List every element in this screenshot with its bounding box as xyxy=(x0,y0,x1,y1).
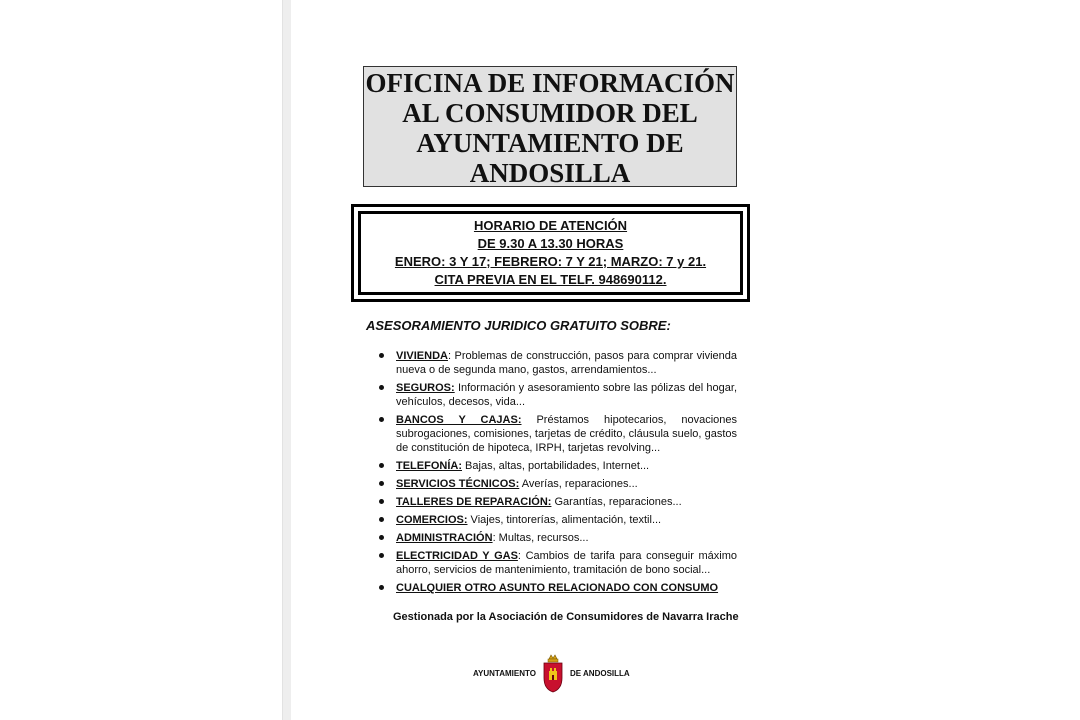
topic-term: SEGUROS: xyxy=(396,382,455,394)
topic-text: Averías, reparaciones... xyxy=(519,478,638,490)
logo-left-text: AYUNTAMIENTO xyxy=(473,668,536,678)
topic-term: TALLERES DE REPARACIÓN: xyxy=(396,496,552,508)
hours-line: HORARIO DE ATENCIÓN xyxy=(473,218,628,233)
list-item xyxy=(379,349,737,377)
title-box xyxy=(363,66,737,187)
hours-line: CITA PREVIA EN EL TELF. 948690112. xyxy=(434,272,667,287)
document-page xyxy=(291,0,1080,720)
topic-text: Información y asesoramiento sobre las pólizas del hogar, vehículos, decesos, vida... xyxy=(396,382,737,408)
logo-right-text: DE ANDOSILLA xyxy=(569,668,630,678)
topic-text: Bajas, altas, portabilidades, Internet... xyxy=(462,460,650,472)
topic-text: Garantías, reparaciones... xyxy=(551,496,682,508)
page-edge-divider xyxy=(282,0,291,720)
topic-text: : Cambios de tarifa para conseguir máximo ahorro, servicios de mantenimiento, tramitación de bono social... xyxy=(396,550,737,576)
topic-term: ADMINISTRACIÓN xyxy=(396,532,493,544)
bullet-icon xyxy=(379,417,384,422)
bullet-icon xyxy=(379,535,384,540)
bullet-icon xyxy=(379,385,384,390)
list-item xyxy=(379,549,737,577)
list-item xyxy=(379,531,737,545)
topic-term: COMERCIOS: xyxy=(396,514,468,526)
topic-term: SERVICIOS TÉCNICOS: xyxy=(396,478,520,490)
topic-term: ELECTRICIDAD Y GAS xyxy=(396,550,518,562)
bullet-icon xyxy=(379,553,384,558)
bullet-icon xyxy=(379,463,384,468)
bullet-icon xyxy=(379,499,384,504)
title-line: OFICINA DE INFORMACIÓN xyxy=(365,68,735,98)
hours-box xyxy=(351,204,750,302)
bullet-icon xyxy=(379,481,384,486)
bullet-icon xyxy=(379,353,384,358)
topic-term: CUALQUIER OTRO ASUNTO RELACIONADO CON CONSUMO xyxy=(396,582,719,594)
topic-text: : Problemas de construcción, pasos para comprar vivienda nueva o de segunda mano, gastos, arrendamientos... xyxy=(396,350,737,376)
topic-text: Préstamos hipotecarios, novaciones subrogaciones, comisiones, tarjetas de crédito, cláusula suelo, gastos de constitución de hipoteca, IRPH, tarjetas revolving... xyxy=(396,414,737,454)
list-item xyxy=(379,581,737,595)
footer-note: Gestionada por la Asociación de Consumidores de Navarra Irache xyxy=(393,611,739,623)
topic-text: Viajes, tintorerías, alimentación, textil... xyxy=(467,514,662,526)
hours-box-inner xyxy=(358,211,743,295)
hours-line: ENERO: 3 Y 17; FEBRERO: 7 Y 21; MARZO: 7 y 21. xyxy=(394,254,707,269)
list-item xyxy=(379,413,737,455)
viewer-left-margin xyxy=(0,0,282,720)
topic-term: TELEFONÍA: xyxy=(396,460,462,472)
topic-term: BANCOS Y CAJAS: xyxy=(396,414,522,426)
section-heading: ASESORAMIENTO JURIDICO GRATUITO SOBRE: xyxy=(366,318,671,333)
andosilla-coat-of-arms-icon xyxy=(542,653,564,693)
topic-term: VIVIENDA xyxy=(396,350,448,362)
list-item xyxy=(379,381,737,409)
title-line: ANDOSILLA xyxy=(469,158,631,188)
title-line: AL CONSUMIDOR DEL xyxy=(402,98,698,128)
list-item xyxy=(379,459,737,473)
list-item xyxy=(379,513,737,527)
bullet-icon xyxy=(379,517,384,522)
municipal-logo xyxy=(473,652,630,694)
bullet-icon xyxy=(379,585,384,590)
list-item xyxy=(379,477,737,491)
topic-text: : Multas, recursos... xyxy=(492,532,589,544)
hours-line: DE 9.30 A 13.30 HORAS xyxy=(477,236,624,251)
list-item xyxy=(379,495,737,509)
topic-list xyxy=(379,349,737,599)
title-line: AYUNTAMIENTO DE xyxy=(416,128,684,158)
